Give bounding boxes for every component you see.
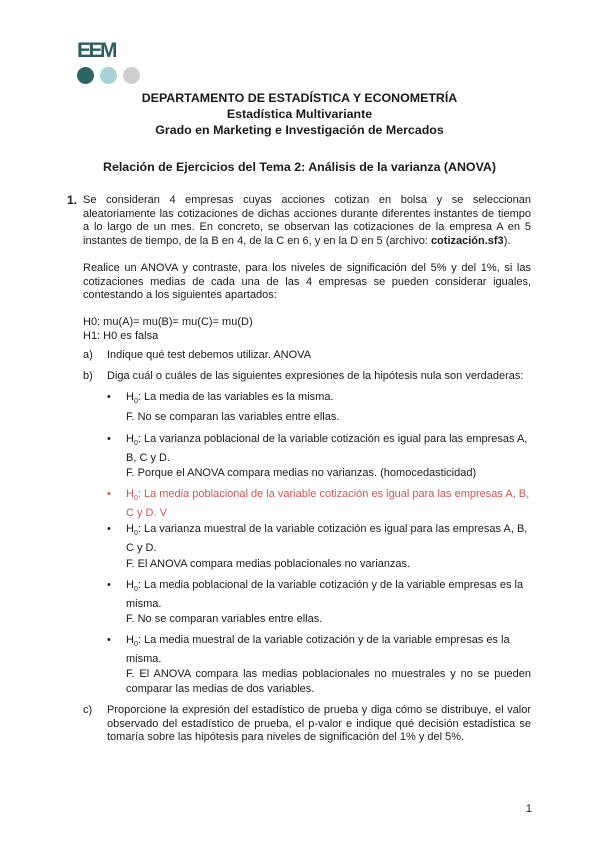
question-a-label: a) bbox=[83, 349, 93, 361]
department-logo bbox=[77, 40, 140, 84]
bullet-dot: • bbox=[107, 579, 111, 591]
option-1-feedback: F. No se comparan las variables entre ellas. bbox=[126, 411, 340, 423]
document-header bbox=[0, 90, 599, 138]
exercise-number: 1. bbox=[67, 193, 78, 207]
bullet-dot: • bbox=[107, 391, 111, 403]
question-b-text: Diga cuál o cuáles de las siguientes expresiones de la hipótesis nula son verdaderas: bbox=[107, 370, 524, 382]
question-c-text: Proporcione la expresión del estadístico de prueba y diga cómo se distribuye, el valor observado del estadístico de prueba, el p-valor e indique qué decisión estadística se tomaría sobre las hipótesis para niveles de significación del 1% y del 5%. bbox=[107, 704, 531, 744]
alt-hypothesis: H1: H0 es falsa bbox=[83, 330, 159, 342]
bullet-dot: • bbox=[107, 433, 111, 445]
null-hypothesis: H0: mu(A)= mu(B)= mu(C)= mu(D) bbox=[83, 316, 253, 328]
logo-text: EEM bbox=[77, 39, 116, 62]
option-6: $H_0$: La media muestral de la variable cotización y de la variable empresas es la misma. bbox=[126, 634, 510, 666]
option-4: $H_0$: La varianza muestral de la variable cotización es igual para las empresas A, B, C y D. bbox=[126, 523, 528, 555]
statement-text: Se consideran 4 empresas cuyas acciones cotizan en bolsa y se seleccionan aleatoriamente las cotizaciones de dichas acciones durante diferentes instantes de tiempo a lo largo de un mes. En concreto, se observan las cotizaciones de la empresa A en 5 instantes de tiempo, de la B en 4, de la C en 6, y en la D en 5 (archivo: bbox=[83, 194, 531, 247]
logo-dot-light bbox=[100, 67, 117, 84]
logo-dots bbox=[77, 67, 140, 84]
exercise-instructions: Realice un ANOVA y contraste, para los niveles de significación del 5% y del 1%, si las cotizaciones medias de cada una de las 4 empresas se pueden considerar iguales, contestando a los siguientes apartados: bbox=[83, 262, 531, 302]
question-b-label: b) bbox=[83, 370, 93, 382]
department-name: DEPARTAMENTO DE ESTADÍSTICA Y ECONOMETRÍA bbox=[141, 91, 458, 105]
exercise-statement bbox=[83, 194, 531, 248]
question-a-text: Indique qué test debemos utilizar. ANOVA bbox=[107, 349, 312, 361]
option-3-correct: $H_0$: La media poblacional de la variable cotización es igual para las empresas A, B, C y D. V bbox=[126, 488, 530, 520]
data-file-name: cotización.sf3 bbox=[430, 234, 504, 247]
option-5-feedback: F. No se comparan variables entre ellas. bbox=[126, 613, 323, 625]
option-1: $H_0$: La media de las variables es la misma. bbox=[126, 391, 334, 406]
option-5: $H_0$: La media poblacional de la variable cotización y de la variable empresas es la misma. bbox=[126, 579, 524, 611]
bullet-dot: • bbox=[107, 523, 111, 535]
statement-end: ). bbox=[503, 234, 511, 247]
bullet-dot: • bbox=[107, 488, 111, 500]
logo-dot-grey bbox=[123, 67, 140, 84]
option-2-feedback: F. Porque el ANOVA compara medias no varianzas. (homocedasticidad) bbox=[126, 467, 477, 479]
question-c-label: c) bbox=[83, 704, 93, 716]
option-2: $H_0$: La varianza poblacional de la variable cotización es igual para las empresas A, B, C y D. bbox=[126, 433, 528, 465]
option-4-feedback: F. El ANOVA compara medias poblacionales no varianzas. bbox=[126, 558, 411, 570]
page-number: 1 bbox=[525, 803, 532, 815]
logo-dot-dark bbox=[77, 67, 94, 84]
option-6-feedback: F. El ANOVA compara las medias poblacionales no muestrales y no se pueden comparar las medias de dos variables. bbox=[126, 668, 531, 695]
bullet-dot: • bbox=[107, 634, 111, 646]
degree-name: Grado en Marketing e Investigación de Mercados bbox=[155, 123, 444, 137]
exercise-set-title: Relación de Ejercicios del Tema 2: Análisis de la varianza (ANOVA) bbox=[103, 160, 496, 174]
course-name: Estadística Multivariante bbox=[226, 107, 373, 121]
